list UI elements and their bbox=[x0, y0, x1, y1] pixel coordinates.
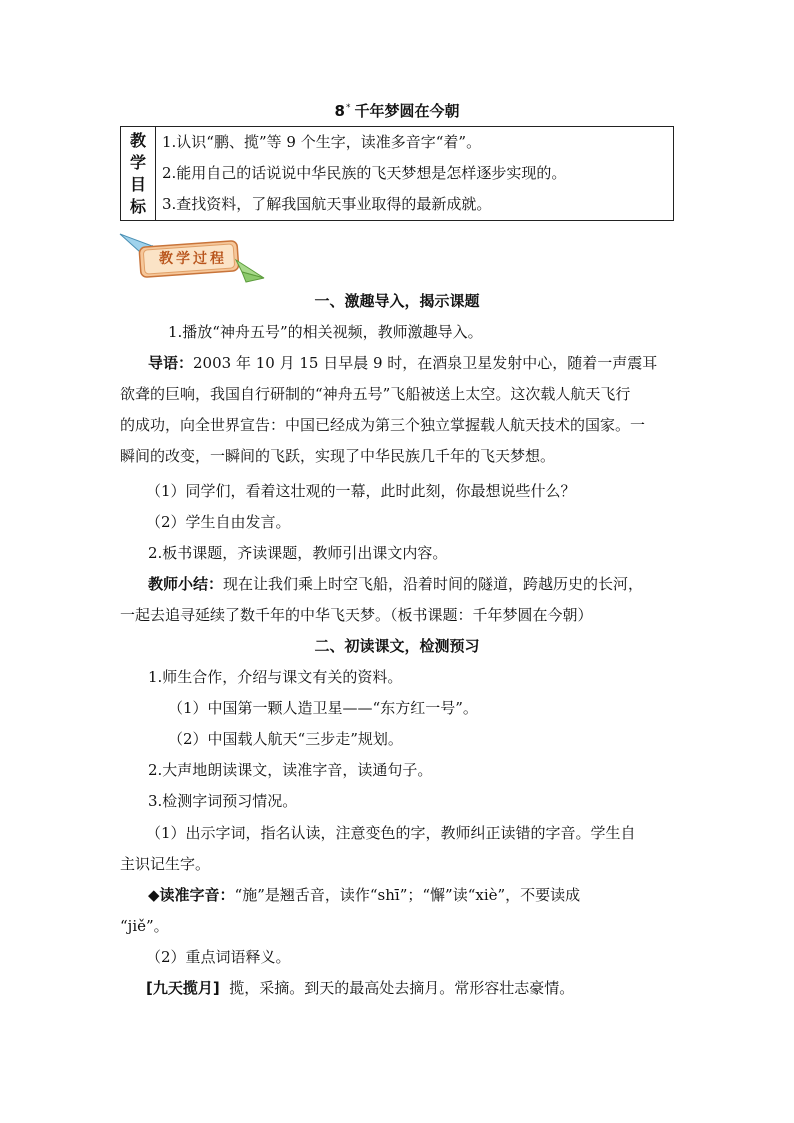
teaching-goals-header bbox=[121, 127, 156, 221]
lesson-mark: * bbox=[345, 103, 351, 113]
lead-paragraph-line: 瞬间的改变，一瞬间的飞跃，实现了中华民族几千年的飞天梦想。 bbox=[120, 447, 556, 465]
paragraph: （1）中国第一颗人造卫星——“东方红一号”。 bbox=[168, 699, 478, 717]
pronunciation-paragraph-line: “jiě”。 bbox=[120, 917, 169, 935]
lead-text: 2003 年 10 月 15 日早晨 9 时，在酒泉卫星发射中心，随着一声震耳 bbox=[193, 354, 658, 372]
paragraph: 2.大声地朗读课文，读准字音，读通句子。 bbox=[148, 761, 433, 779]
goals-head-char: 学 bbox=[129, 152, 146, 172]
paragraph: 3.检测字词预习情况。 bbox=[148, 792, 298, 810]
paragraph: （1）同学们，看着这壮观的一幕，此时此刻，你最想说些什么？ bbox=[146, 482, 576, 500]
paragraph: （2）学生自由发言。 bbox=[146, 513, 291, 531]
teaching-process-label: 教学过程 bbox=[159, 251, 227, 267]
teaching-goal-item: 3.查找资料，了解我国航天事业取得的最新成就。 bbox=[156, 189, 674, 221]
teaching-goals-table bbox=[120, 126, 674, 221]
pronunciation-paragraph-line bbox=[148, 884, 676, 906]
summary-label: 教师小结： bbox=[148, 575, 224, 593]
lead-paragraph-line: 的成功，向全世界宣告：中国已经成为第三个独立掌握载人航天技术的国家。一 bbox=[120, 416, 646, 434]
paragraph: 1.播放“神舟五号”的相关视频，教师激趣导入。 bbox=[168, 323, 483, 341]
paragraph: （1）出示字词，指名认读，注意变色的字，教师纠正读错的字音。学生自 bbox=[146, 824, 636, 842]
section-heading: 二、初读课文，检测预习 bbox=[314, 637, 480, 655]
lesson-number: 8 bbox=[334, 102, 345, 120]
lead-label: 导语： bbox=[148, 354, 194, 372]
paragraph: 2.板书课题，齐读课题，教师引出课文内容。 bbox=[148, 544, 448, 562]
summary-paragraph-line bbox=[148, 573, 676, 595]
teaching-goal-item: 1.认识“鹏、揽”等 9 个生字，读准多音字“着”。 bbox=[156, 127, 674, 159]
lesson-title bbox=[0, 100, 794, 121]
paragraph: 主识记生字。 bbox=[120, 855, 211, 873]
goals-head-char: 教 bbox=[129, 130, 146, 150]
pronunciation-text: “施”是翘舌音，读作“shī”；“懈”读“xiè”，不要读成 bbox=[234, 886, 581, 904]
paragraph: 1.师生合作，介绍与课文有关的资料。 bbox=[148, 668, 403, 686]
teaching-process-badge bbox=[118, 232, 268, 284]
term-text: 揽，采摘。到天的最高处去摘月。常形容壮志豪情。 bbox=[229, 979, 575, 997]
teaching-goal-item: 2.能用自己的话说说中华民族的飞天梦想是怎样逐步实现的。 bbox=[156, 158, 674, 189]
summary-text: 现在让我们乘上时空飞船，沿着时间的隧道，跨越历史的长河， bbox=[223, 575, 644, 593]
paragraph: （2）重点词语释义。 bbox=[146, 948, 291, 966]
lead-paragraph-line bbox=[148, 352, 676, 374]
lesson-title-text: 千年梦圆在今朝 bbox=[354, 102, 460, 120]
lead-paragraph-line: 欲聋的巨响，我国自行研制的“神舟五号”飞船被送上太空。这次载人航天飞行 bbox=[120, 385, 631, 403]
pronunciation-label: ◆读准字音： bbox=[148, 886, 235, 904]
summary-paragraph-line: 一起去追寻延续了数千年的中华飞天梦。（板书课题：千年梦圆在今朝） bbox=[120, 606, 593, 624]
section-heading: 一、激趣导入，揭示课题 bbox=[314, 292, 480, 310]
term-label: [九天揽月] bbox=[146, 979, 220, 997]
term-definition bbox=[146, 977, 676, 999]
goals-head-char: 标 bbox=[129, 196, 146, 216]
goals-head-char: 目 bbox=[129, 174, 146, 194]
paragraph: （2）中国载人航天“三步走”规划。 bbox=[168, 730, 403, 748]
